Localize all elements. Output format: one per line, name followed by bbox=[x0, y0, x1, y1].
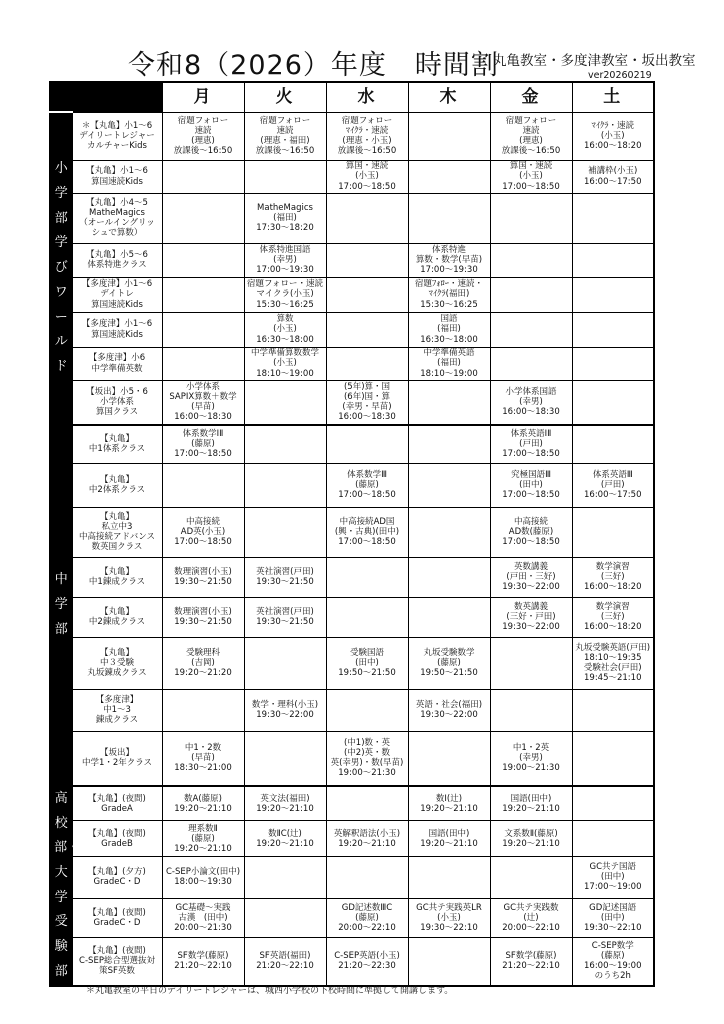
schedule-cell bbox=[408, 937, 490, 985]
schedule-cell bbox=[326, 347, 408, 380]
class-row bbox=[50, 347, 654, 380]
schedule-cell: 宿題フォロー 速読 (理恵・福田) 放課後～16:50 bbox=[244, 112, 326, 160]
schedule-cell bbox=[572, 380, 654, 425]
schedule-cell: (中1)数・英 (中2)英・数 英(幸男)・数(早苗) 19:00～21:30 bbox=[326, 731, 408, 786]
schedule-cell bbox=[408, 731, 490, 786]
footnote: ＊丸亀教室の平日のデイリートレジャーは、城西小学校の下校時間に準拠して開講します。 bbox=[86, 986, 454, 996]
schedule-cell bbox=[490, 347, 572, 380]
schedule-cell: 中学準備英語 (福田) 18:10～19:00 bbox=[408, 347, 490, 380]
schedule-cell: GC基礎～実践 古漢 (田中) 20:00～21:30 bbox=[162, 898, 244, 937]
schedule-cell bbox=[408, 463, 490, 507]
class-row bbox=[50, 277, 654, 312]
branch-list: 丸亀教室・多度津教室・坂出教室 bbox=[493, 53, 696, 69]
schedule-cell bbox=[572, 786, 654, 821]
schedule-cell: 中学準備算数数学 (小玉) 18:10～19:00 bbox=[244, 347, 326, 380]
class-name: 【丸亀】 中2体系クラス bbox=[72, 463, 162, 507]
schedule-cell bbox=[244, 380, 326, 425]
schedule-cell: 宿題フォロー 速読 (理恵) 放課後～16:50 bbox=[490, 112, 572, 160]
schedule-cell: 数A(藤原) 19:20～21:10 bbox=[162, 786, 244, 821]
class-name: 【丸亀】小1～6 算国速読Kids bbox=[72, 160, 162, 193]
class-row bbox=[50, 786, 654, 821]
class-row bbox=[50, 112, 654, 160]
schedule-cell: 丸坂受験英語(戸田) 18:10～19:35 受験社会(戸田) 19:45～21:10 bbox=[572, 637, 654, 689]
class-name: 【多度津】小1～6 算国速読Kids bbox=[72, 312, 162, 347]
schedule-cell: 算国・速読 (小玉) 17:00～18:50 bbox=[490, 160, 572, 193]
day-header: 木 bbox=[408, 82, 490, 112]
class-row bbox=[50, 689, 654, 731]
schedule-cell: 数ⅡC(辻) 19:20～21:10 bbox=[244, 821, 326, 857]
schedule-cell bbox=[162, 243, 244, 277]
schedule-cell: 英語・社会(福田) 19:30～22:00 bbox=[408, 689, 490, 731]
schedule-cell bbox=[572, 243, 654, 277]
schedule-cell bbox=[244, 507, 326, 557]
schedule-cell bbox=[326, 243, 408, 277]
day-header-row bbox=[50, 82, 654, 112]
schedule-cell: 数学・理科(小玉) 19:30～22:00 bbox=[244, 689, 326, 731]
schedule-cell bbox=[572, 347, 654, 380]
schedule-cell: 体系特進 算数・数学(早苗) 17:00～19:30 bbox=[408, 243, 490, 277]
schedule-cell: 宿題フォロー・速読 マイクラ(小玉) 15:30～16:25 bbox=[244, 277, 326, 312]
schedule-cell bbox=[326, 312, 408, 347]
class-name: 【丸亀】 中1体系クラス bbox=[72, 425, 162, 463]
class-row bbox=[50, 463, 654, 507]
schedule-cell: C-SEP英語(小玉) 21:20～22:30 bbox=[326, 937, 408, 985]
schedule-cell bbox=[326, 689, 408, 731]
schedule-cell bbox=[162, 160, 244, 193]
section-label-text: 高校部・大学受験部 bbox=[54, 791, 81, 979]
day-header: 土 bbox=[572, 82, 654, 112]
schedule-cell: GC共テ実践数 (辻) 20:00～22:10 bbox=[490, 898, 572, 937]
class-row bbox=[50, 160, 654, 193]
schedule-cell bbox=[408, 857, 490, 899]
class-name: 【坂出】 中学1・2年クラス bbox=[72, 731, 162, 786]
class-name: 【多度津】 中1～3 錬成クラス bbox=[72, 689, 162, 731]
schedule-cell: 英社演習(戸田) 19:30～21:50 bbox=[244, 597, 326, 637]
schedule-cell: 受験国語 (田中) 19:50～21:50 bbox=[326, 637, 408, 689]
schedule-cell bbox=[572, 731, 654, 786]
class-row bbox=[50, 637, 654, 689]
class-row bbox=[50, 312, 654, 347]
class-name: 【丸亀】(夜間) GradeB bbox=[72, 821, 162, 857]
schedule-cell: 数理演習(小玉) 19:30～21:50 bbox=[162, 557, 244, 597]
schedule-cell bbox=[490, 857, 572, 899]
schedule-cell: 体系数学Ⅲ (藤原) 17:00～18:50 bbox=[326, 463, 408, 507]
class-name: 【丸亀】小4～5 MatheMagics （オールイングリッ シュで算数） bbox=[72, 193, 162, 243]
schedule-cell: 英解釈語法(小玉) 19:20～21:10 bbox=[326, 821, 408, 857]
class-row bbox=[50, 507, 654, 557]
class-name: 【丸亀】(夜間) GradeA bbox=[72, 786, 162, 821]
schedule-cell: C-SEP数学 (藤原) 16:00～19:00 のうち2h bbox=[572, 937, 654, 985]
class-name: 【多度津】小6 中学準備英数 bbox=[72, 347, 162, 380]
schedule-cell bbox=[244, 731, 326, 786]
class-row bbox=[50, 380, 654, 425]
schedule-cell: ﾏｲｸﾗ・速読 (小玉) 16:00～18:20 bbox=[572, 112, 654, 160]
class-row bbox=[50, 937, 654, 985]
schedule-cell: 小学体系 SAPIX算数＋数学 (早苗) 16:00～18:30 bbox=[162, 380, 244, 425]
section-label bbox=[50, 112, 72, 425]
schedule-cell: 体系英語Ⅲ (戸田) 16:00～17:50 bbox=[572, 463, 654, 507]
timetable-body bbox=[50, 112, 654, 986]
class-row bbox=[50, 857, 654, 899]
schedule-cell: (5年)算・国 (6年)国・算 (幸男・早苗) 16:00～18:30 bbox=[326, 380, 408, 425]
schedule-cell bbox=[408, 193, 490, 243]
schedule-cell bbox=[490, 689, 572, 731]
class-row bbox=[50, 243, 654, 277]
schedule-cell bbox=[162, 689, 244, 731]
schedule-cell bbox=[490, 243, 572, 277]
schedule-cell: 体系英語ⅠⅡ (戸田) 17:00～18:50 bbox=[490, 425, 572, 463]
schedule-cell: 英数講義 (戸田・三好) 19:30～22:00 bbox=[490, 557, 572, 597]
section-label bbox=[50, 786, 81, 986]
class-name: 【丸亀】 私立中3 中高接続アドバンス 数英国クラス bbox=[72, 507, 162, 557]
schedule-cell: 中1・2数 (早苗) 18:30～21:00 bbox=[162, 731, 244, 786]
header-corner bbox=[50, 82, 162, 112]
schedule-cell: 理系数Ⅱ (藤原) 19:20～21:10 bbox=[162, 821, 244, 857]
schedule-cell: GD記述国語 (田中) 19:30～22:10 bbox=[572, 898, 654, 937]
class-name: 【丸亀】 中３受験 丸坂錬成クラス bbox=[72, 637, 162, 689]
schedule-cell bbox=[408, 597, 490, 637]
day-header: 水 bbox=[326, 82, 408, 112]
day-header: 火 bbox=[244, 82, 326, 112]
schedule-cell bbox=[326, 425, 408, 463]
schedule-cell bbox=[572, 689, 654, 731]
schedule-cell: 中高接続AD国 (興・古典)(田中) 17:00～18:50 bbox=[326, 507, 408, 557]
schedule-cell: 宿題フォロー 速読 (理恵) 放課後～16:50 bbox=[162, 112, 244, 160]
class-name: 【丸亀】(夜間) C-SEP総合型選抜対 策SF英数 bbox=[72, 937, 162, 985]
schedule-cell: GD記述数ⅢC (藤原) 20:00～22:10 bbox=[326, 898, 408, 937]
timetable bbox=[49, 81, 655, 987]
schedule-cell: 文系数Ⅱ(藤原) 19:20～21:10 bbox=[490, 821, 572, 857]
schedule-cell: SF英語(福田) 21:20～22:10 bbox=[244, 937, 326, 985]
class-name: 【多度津】小1～6 デイトレ 算国速読Kids bbox=[72, 277, 162, 312]
section-label-text: 中学部 bbox=[54, 572, 68, 637]
class-name: 【丸亀】(夜間) GradeC・D bbox=[72, 898, 162, 937]
schedule-cell bbox=[162, 463, 244, 507]
schedule-cell: 国語(田中) 19:20～21:10 bbox=[408, 821, 490, 857]
schedule-cell bbox=[490, 637, 572, 689]
schedule-cell bbox=[408, 160, 490, 193]
class-row bbox=[50, 821, 654, 857]
schedule-cell bbox=[408, 380, 490, 425]
schedule-cell: 数学演習 (三好) 16:00～18:20 bbox=[572, 557, 654, 597]
schedule-cell bbox=[408, 425, 490, 463]
schedule-cell: 数学演習 (三好) 16:00～18:20 bbox=[572, 597, 654, 637]
class-row bbox=[50, 425, 654, 463]
class-row bbox=[50, 597, 654, 637]
schedule-cell bbox=[326, 193, 408, 243]
class-name: 【坂出】小5・6 小学体系 算国クラス bbox=[72, 380, 162, 425]
schedule-cell bbox=[572, 507, 654, 557]
class-name: 【丸亀】(夕方) GradeC・D bbox=[72, 857, 162, 899]
schedule-cell: 体系数学ⅠⅡ (藤原) 17:00～18:50 bbox=[162, 425, 244, 463]
day-header: 月 bbox=[162, 82, 244, 112]
schedule-cell: 算国・速読 (小玉) 17:00～18:50 bbox=[326, 160, 408, 193]
schedule-cell bbox=[162, 277, 244, 312]
schedule-cell bbox=[162, 347, 244, 380]
schedule-cell: MatheMagics (福田) 17:30～18:20 bbox=[244, 193, 326, 243]
schedule-cell: 究極国語Ⅲ (田中) 17:00～18:50 bbox=[490, 463, 572, 507]
schedule-cell: 小学体系国語 (幸男) 16:00～18:30 bbox=[490, 380, 572, 425]
schedule-cell bbox=[408, 557, 490, 597]
schedule-cell bbox=[572, 425, 654, 463]
schedule-cell: 英社演習(戸田) 19:30～21:50 bbox=[244, 557, 326, 597]
schedule-cell bbox=[326, 857, 408, 899]
schedule-cell bbox=[572, 277, 654, 312]
section-label-text: 小学部学びワールド bbox=[54, 161, 68, 374]
schedule-cell: GC共テ実践英LR (小玉) 19:30～22:10 bbox=[408, 898, 490, 937]
schedule-cell bbox=[326, 277, 408, 312]
schedule-cell: 丸坂受験数学 (藤原) 19:50～21:50 bbox=[408, 637, 490, 689]
version-label: ver20260219 bbox=[588, 70, 652, 81]
class-row bbox=[50, 731, 654, 786]
schedule-cell: 国語(田中) 19:20～21:10 bbox=[490, 786, 572, 821]
class-row bbox=[50, 557, 654, 597]
schedule-cell bbox=[572, 312, 654, 347]
schedule-cell bbox=[244, 637, 326, 689]
class-row bbox=[50, 193, 654, 243]
schedule-cell: 数Ⅰ(辻) 19:20～21:10 bbox=[408, 786, 490, 821]
schedule-cell: 英文法(福田) 19:20～21:10 bbox=[244, 786, 326, 821]
schedule-cell bbox=[326, 786, 408, 821]
day-header: 金 bbox=[490, 82, 572, 112]
schedule-cell bbox=[244, 425, 326, 463]
class-name: 【丸亀】小5～6 体系特進クラス bbox=[72, 243, 162, 277]
schedule-cell: 国語 (福田) 16:30～18:00 bbox=[408, 312, 490, 347]
schedule-cell bbox=[244, 898, 326, 937]
schedule-cell bbox=[326, 597, 408, 637]
class-name: 【丸亀】 中1錬成クラス bbox=[72, 557, 162, 597]
section-label bbox=[50, 425, 72, 786]
schedule-cell bbox=[408, 507, 490, 557]
class-row bbox=[50, 898, 654, 937]
schedule-cell bbox=[572, 821, 654, 857]
schedule-cell: 体系特進国語 (幸男) 17:00～19:30 bbox=[244, 243, 326, 277]
schedule-cell bbox=[244, 857, 326, 899]
schedule-cell: 中高接続 AD英(小玉) 17:00～18:50 bbox=[162, 507, 244, 557]
schedule-cell: 数理演習(小玉) 19:30～21:50 bbox=[162, 597, 244, 637]
schedule-cell: 受験理科 (吉岡) 19:20～21:20 bbox=[162, 637, 244, 689]
schedule-cell bbox=[162, 312, 244, 347]
schedule-cell bbox=[244, 463, 326, 507]
schedule-cell: 中1・2英 (幸男) 19:00～21:30 bbox=[490, 731, 572, 786]
schedule-cell: GC共テ国語 (田中) 17:00～19:00 bbox=[572, 857, 654, 899]
class-name: ＊【丸亀】小1～6 デイリートレジャー カルチャーKids bbox=[72, 112, 162, 160]
schedule-cell bbox=[490, 277, 572, 312]
page-title: 令和8（2026）年度 時間割 bbox=[128, 50, 499, 81]
schedule-cell: SF数学(藤原) 21:20～22:10 bbox=[490, 937, 572, 985]
schedule-cell: 宿題ﾌｫﾛｰ・速読・ ﾏｲｸﾗ(福田) 15:30～16:25 bbox=[408, 277, 490, 312]
schedule-cell bbox=[490, 312, 572, 347]
schedule-cell bbox=[244, 160, 326, 193]
schedule-cell bbox=[572, 193, 654, 243]
schedule-cell: 数英講義 (三好・戸田) 19:30～22:00 bbox=[490, 597, 572, 637]
schedule-cell bbox=[408, 112, 490, 160]
schedule-cell: 中高接続 AD数(藤原) 17:00～18:50 bbox=[490, 507, 572, 557]
schedule-cell: 補講枠(小玉) 16:00～17:50 bbox=[572, 160, 654, 193]
class-name: 【丸亀】 中2錬成クラス bbox=[72, 597, 162, 637]
schedule-cell bbox=[326, 557, 408, 597]
schedule-cell: 算数 (小玉) 16:30～18:00 bbox=[244, 312, 326, 347]
schedule-cell: SF数学(藤原) 21:20～22:10 bbox=[162, 937, 244, 985]
schedule-cell bbox=[490, 193, 572, 243]
schedule-cell: 宿題フォロー ﾏｲｸﾗ・速読 (理恵・小玉) 放課後～16:50 bbox=[326, 112, 408, 160]
schedule-cell: C-SEP小論文(田中) 18:00～19:30 bbox=[162, 857, 244, 899]
schedule-cell bbox=[162, 193, 244, 243]
